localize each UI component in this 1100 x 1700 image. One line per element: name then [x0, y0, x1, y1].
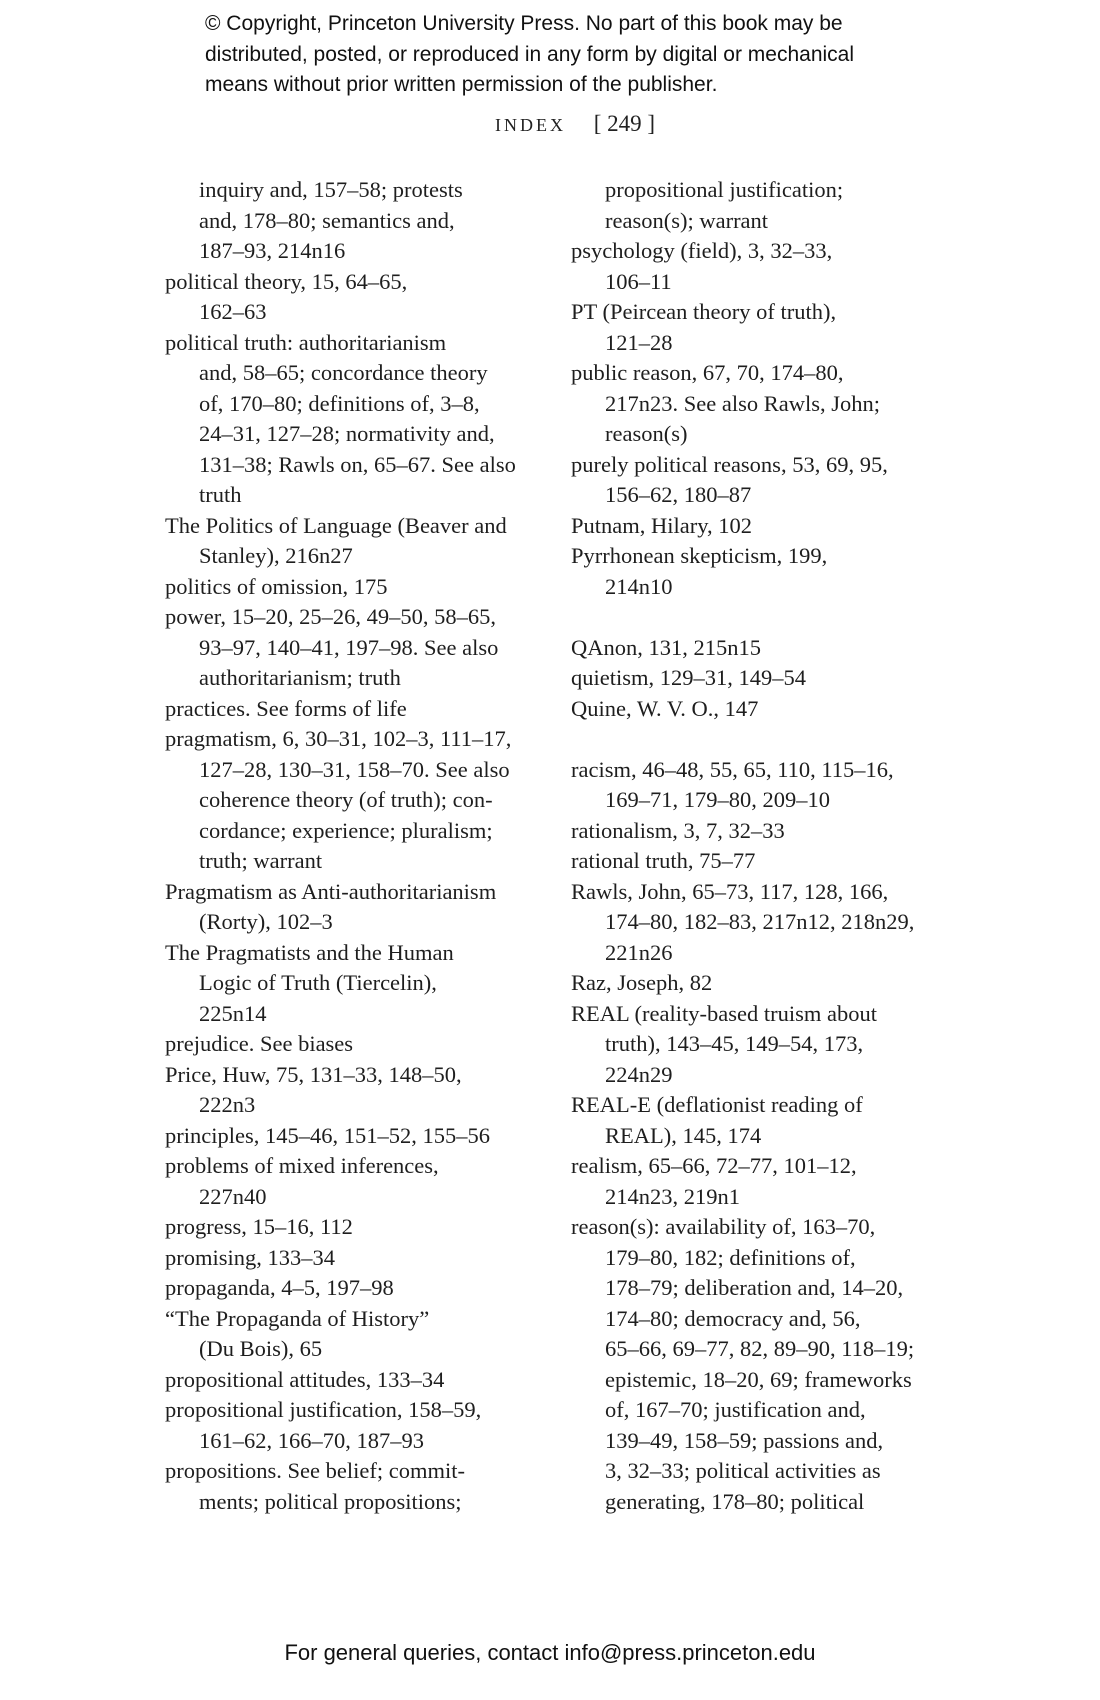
index-entry: Putnam, Hilary, 102 — [571, 512, 753, 538]
index-line: truth; warrant — [199, 848, 323, 873]
index-entry: propaganda, 4–5, 197–98 — [165, 1275, 394, 1300]
index-entry: Rawls, John, 65–73, 117, 128, 166, — [571, 878, 889, 904]
index-entry: Raz, Joseph, 82 — [571, 970, 713, 995]
index-entry: PT (Peircean theory of truth), — [571, 299, 837, 324]
index-entry: Pyrrhonean skepticism, 199, — [571, 543, 828, 568]
index-entry: prejudice. See biases — [165, 1031, 354, 1056]
index-line: ments; political propositions; — [199, 1488, 462, 1514]
index-entry: QAnon, 131, 215n15 — [571, 634, 761, 660]
index-line: 217n23. See also Rawls, John; — [605, 390, 880, 416]
index-line: 127–28, 130–31, 158–70. See also — [199, 756, 510, 782]
index-entry: quietism, 129–31, 149–54 — [571, 665, 806, 690]
index-entry: promising, 133–34 — [165, 1244, 336, 1270]
index-entry: principles, 145–46, 151–52, 155–56 — [165, 1122, 490, 1148]
copyright-line: distributed, posted, or reproduced in any form by digital or mechanical — [205, 42, 855, 66]
index-line: 93–97, 140–41, 197–98. See also — [199, 634, 499, 660]
index-entry: Quine, W. V. O., 147 — [571, 695, 759, 721]
index-column-right — [571, 175, 961, 1517]
index-entry: power, 15–20, 25–26, 49–50, 58–65, — [165, 604, 496, 629]
index-line: 24–31, 127–28; normativity and, — [199, 421, 495, 446]
index-line: coherence theory (of truth); con- — [199, 787, 493, 812]
copyright-line: means without prior written permission of the publisher. — [205, 73, 718, 96]
index-line: 225n14 — [199, 1000, 267, 1026]
index-entry: The Pragmatists and the Human — [165, 939, 454, 965]
copyright-line: © Copyright, Princeton University Press. No part of this book may be — [205, 12, 843, 35]
index-line: 161–62, 166–70, 187–93 — [199, 1427, 424, 1453]
index-line: 174–80, 182–83, 217n12, 218n29, — [605, 909, 915, 934]
index-line: 222n3 — [199, 1092, 256, 1117]
index-entry: rationalism, 3, 7, 32–33 — [571, 817, 785, 843]
index-line: of, 170–80; definitions of, 3–8, — [199, 390, 480, 416]
index-line: 156–62, 180–87 — [605, 482, 752, 507]
index-entry: REAL (reality-based truism about — [571, 1000, 877, 1026]
index-line: reason(s) — [605, 421, 688, 446]
index-entry: The Politics of Language (Beaver and — [165, 512, 507, 538]
index-entry: Price, Huw, 75, 131–33, 148–50, — [165, 1061, 462, 1087]
running-head — [0, 110, 1100, 138]
index-entry: purely political reasons, 53, 69, 95, — [571, 451, 888, 477]
index-entry: propositions. See belief; commit- — [165, 1458, 465, 1483]
index-line: 131–38; Rawls on, 65–67. See also — [199, 451, 516, 477]
index-line: and, 178–80; semantics and, — [199, 207, 455, 233]
index-entry: problems of mixed inferences, — [165, 1153, 439, 1178]
index-line: propositional justification; — [605, 177, 844, 202]
index-entry: practices. See forms of life — [165, 695, 407, 721]
index-line: 221n26 — [605, 939, 673, 965]
index-entry: realism, 65–66, 72–77, 101–12, — [571, 1153, 857, 1178]
index-entry: racism, 46–48, 55, 65, 110, 115–16, — [571, 756, 894, 782]
index-column-left — [165, 175, 545, 1517]
index-entry: propositional attitudes, 133–34 — [165, 1366, 445, 1392]
index-line: truth — [199, 482, 242, 507]
index-line: (Du Bois), 65 — [199, 1336, 323, 1361]
index-entry: psychology (field), 3, 32–33, — [571, 238, 833, 263]
index-entry: “The Propaganda of History” — [165, 1305, 430, 1331]
index-entry: propositional justification, 158–59, — [165, 1397, 482, 1422]
index-entry: public reason, 67, 70, 174–80, — [571, 360, 844, 385]
index-line: authoritarianism; truth — [199, 665, 401, 690]
footer-contact: For general queries, contact info@press.princeton.edu — [284, 1640, 816, 1665]
index-line: 179–80, 182; definitions of, — [605, 1244, 856, 1270]
index-line: cordance; experience; pluralism; — [199, 817, 493, 843]
index-line: of, 167–70; justification and, — [605, 1397, 866, 1422]
index-line: 121–28 — [605, 329, 673, 355]
index-entry: Pragmatism as Anti-authoritarianism — [165, 878, 497, 904]
index-line: 174–80; democracy and, 56, — [605, 1305, 861, 1331]
index-entry: political theory, 15, 64–65, — [165, 268, 408, 294]
section-title: index — [494, 110, 566, 137]
index-line: truth), 143–45, 149–54, 173, — [605, 1031, 864, 1056]
index-line: 139–49, 158–59; passions and, — [605, 1427, 884, 1453]
index-line: epistemic, 18–20, 69; frameworks — [605, 1366, 912, 1392]
index-line: generating, 178–80; political — [605, 1488, 865, 1514]
index-entry: reason(s): availability of, 163–70, — [571, 1214, 876, 1239]
index-entry: political truth: authoritarianism — [165, 329, 447, 355]
index-line: Logic of Truth (Tiercelin), — [199, 970, 437, 995]
index-line: 178–79; deliberation and, 14–20, — [605, 1275, 904, 1300]
index-line: reason(s); warrant — [605, 207, 769, 233]
index-line: 214n10 — [605, 573, 673, 599]
page-number: [ 249 ] — [593, 111, 656, 136]
index-entry: rational truth, 75–77 — [571, 848, 756, 873]
index-line: 169–71, 179–80, 209–10 — [605, 787, 830, 812]
index-entry: pragmatism, 6, 30–31, 102–3, 111–17, — [165, 726, 512, 751]
index-line: inquiry and, 157–58; protests — [199, 177, 463, 202]
index-line: 224n29 — [605, 1061, 673, 1087]
index-entry: progress, 15–16, 112 — [165, 1214, 353, 1239]
copyright-notice — [205, 10, 965, 102]
letter-group-gap — [571, 602, 961, 633]
index-line: Stanley), 216n27 — [199, 543, 353, 568]
index-line: and, 58–65; concordance theory — [199, 360, 488, 385]
index-line: 187–93, 214n16 — [199, 238, 346, 263]
index-line: 3, 32–33; political activities as — [605, 1458, 881, 1483]
index-line: 227n40 — [199, 1183, 267, 1209]
index-line: 106–11 — [605, 268, 672, 294]
index-line: 65–66, 69–77, 82, 89–90, 118–19; — [605, 1336, 915, 1361]
index-line: 162–63 — [199, 299, 267, 324]
index-line: (Rorty), 102–3 — [199, 909, 333, 934]
index-entry: politics of omission, 175 — [165, 573, 388, 599]
index-line: 214n23, 219n1 — [605, 1183, 740, 1209]
index-line: REAL), 145, 174 — [605, 1122, 762, 1148]
index-entry: REAL-E (deflationist reading of — [571, 1092, 863, 1117]
letter-group-gap — [571, 724, 961, 755]
